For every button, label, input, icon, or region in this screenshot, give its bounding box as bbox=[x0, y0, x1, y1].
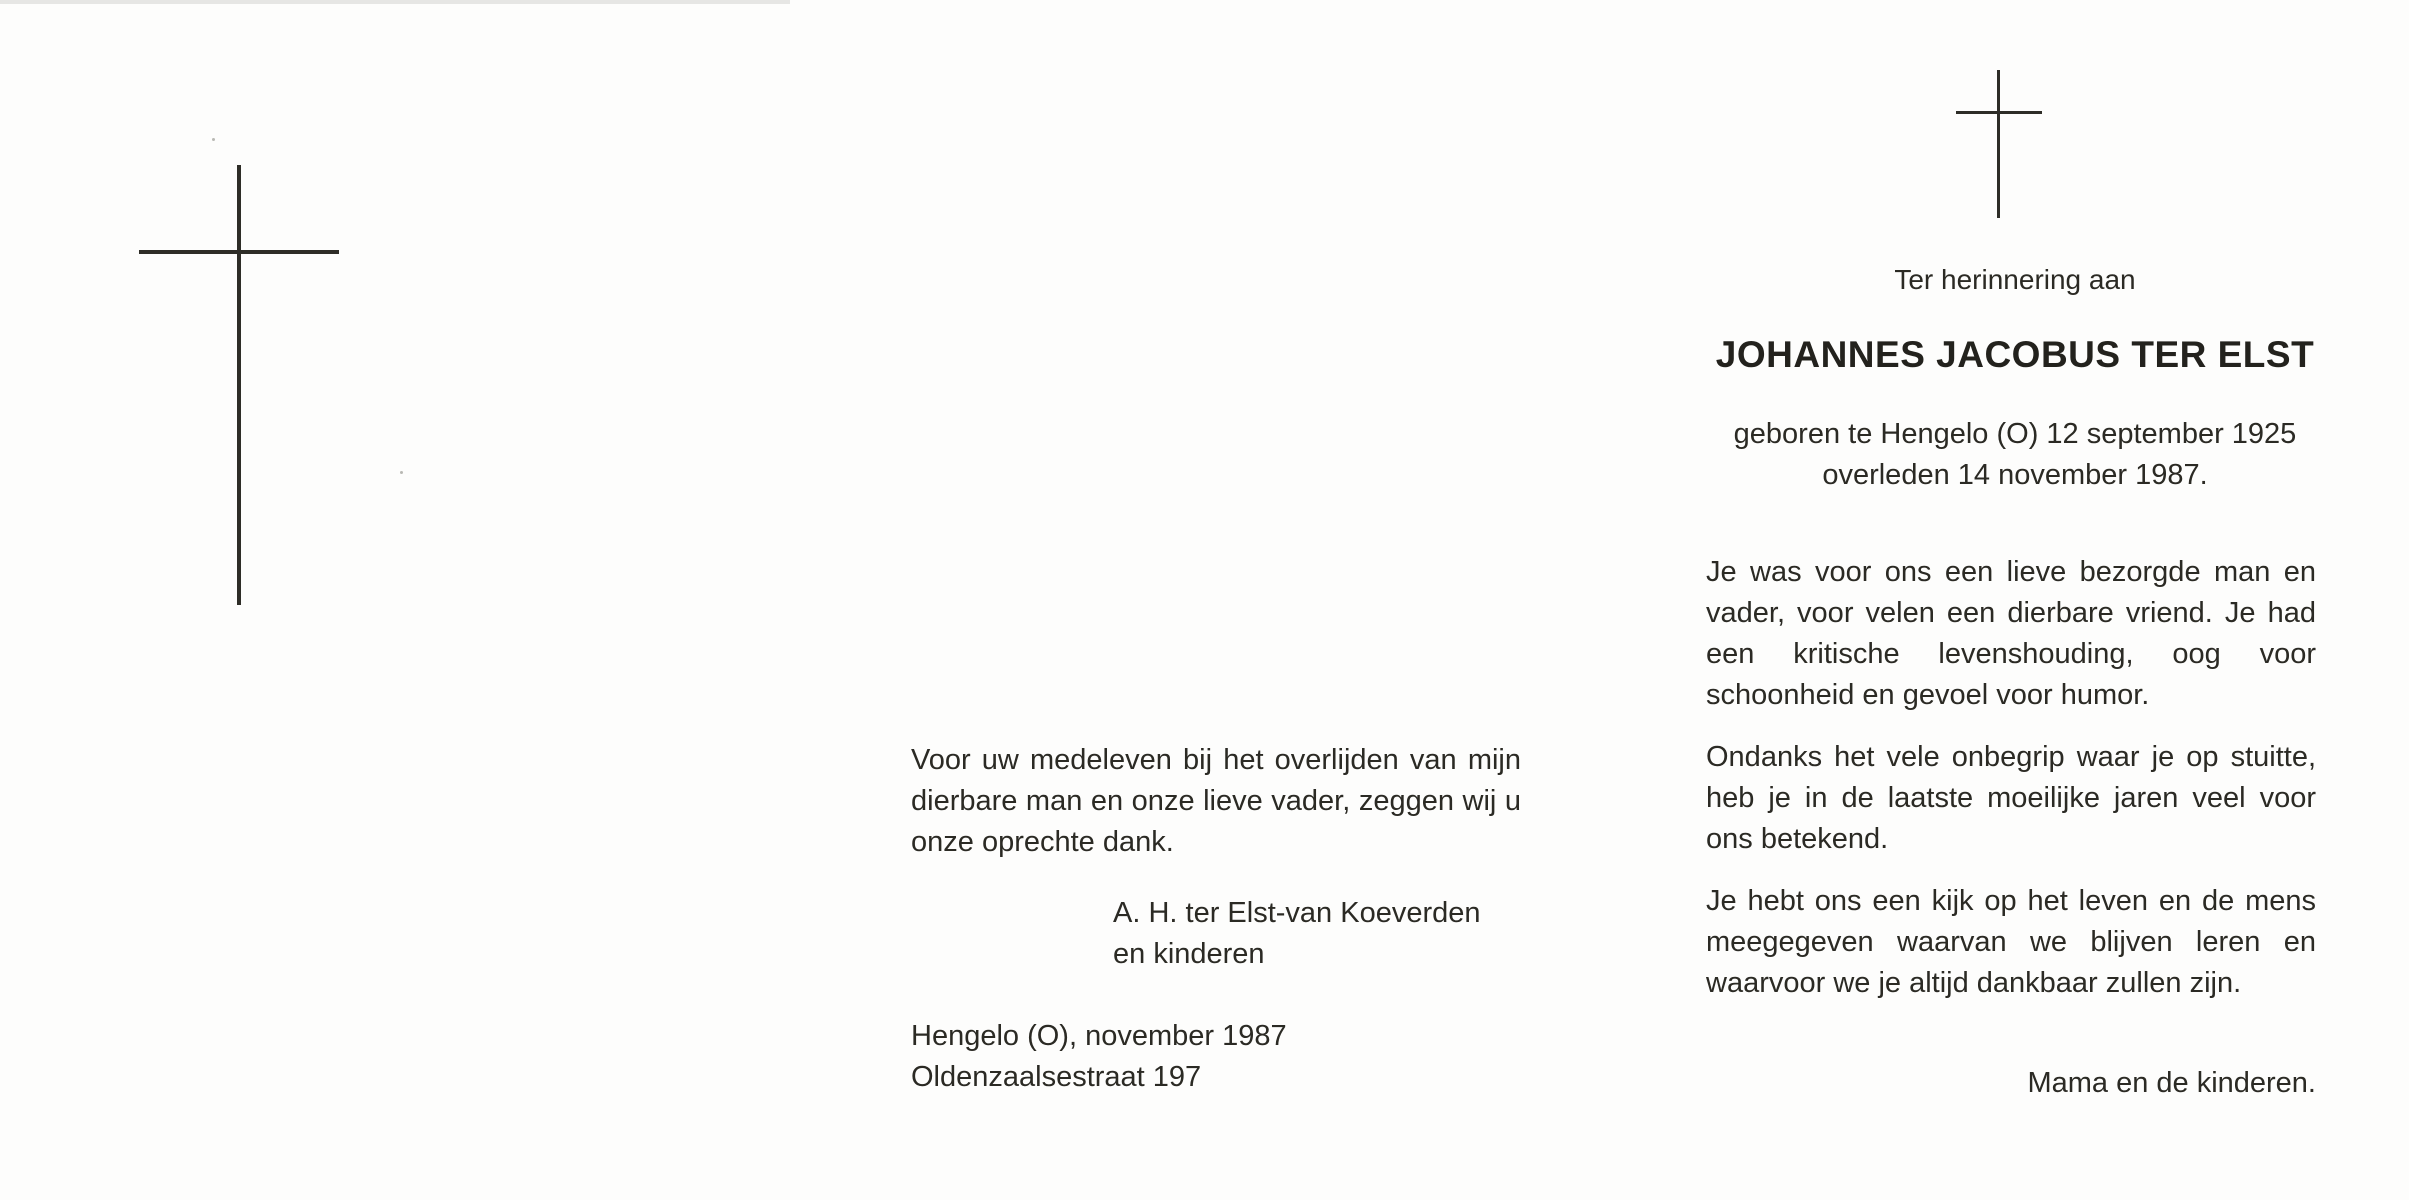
thank-you-message bbox=[911, 740, 1521, 863]
paper-speck bbox=[212, 138, 215, 141]
cross-vertical-bar bbox=[237, 165, 241, 605]
cross-vertical-bar bbox=[1997, 70, 2000, 218]
paper-speck bbox=[400, 471, 403, 474]
signature-children: en kinderen bbox=[1113, 938, 1265, 970]
place-and-address bbox=[911, 1016, 1287, 1098]
signature-block bbox=[1113, 893, 1481, 975]
place-date: Hengelo (O), november 1987 bbox=[911, 1020, 1287, 1052]
thank-you-text: Voor uw medeleven bij het overlijden van mijn dierbare man en onze lieve vader, zeggen wij u onze oprechte dank. bbox=[911, 744, 1521, 858]
memorial-paragraph: Je hebt ons een kijk op het leven en de mens meegegeven waarvan we blijven leren en waarvoor we je altijd dankbaar zullen zijn. bbox=[1706, 885, 2316, 999]
signature-name: A. H. ter Elst-van Koeverden bbox=[1113, 897, 1481, 929]
scan-edge-rule bbox=[0, 0, 790, 4]
memorial-paragraph: Ondanks het vele onbegrip waar je op stuitte, heb je in de laatste moeilijke jaren veel voor ons betekend. bbox=[1706, 741, 2316, 855]
cross-horizontal-bar bbox=[139, 250, 339, 254]
birth-line: geboren te Hengelo (O) 12 september 1925 bbox=[1733, 418, 2297, 450]
memorial-paragraph: Je was voor ons een lieve bezorgde man en vader, voor velen een dierbare vriend. Je had een kritische levenshouding, oog voor schoonheid en gevoel voor humor. bbox=[1706, 556, 2316, 711]
memory-heading: Ter herinnering aan bbox=[1894, 264, 2136, 295]
memorial-text bbox=[1706, 552, 2316, 1025]
deceased-name: JOHANNES JACOBUS TER ELST bbox=[1715, 334, 2315, 375]
closing-signature: Mama en de kinderen. bbox=[2027, 1067, 2316, 1099]
life-dates bbox=[1690, 414, 2340, 496]
street-address: Oldenzaalsestraat 197 bbox=[911, 1061, 1202, 1093]
death-line: overleden 14 november 1987. bbox=[1822, 459, 2208, 491]
cross-horizontal-bar bbox=[1956, 111, 2042, 114]
